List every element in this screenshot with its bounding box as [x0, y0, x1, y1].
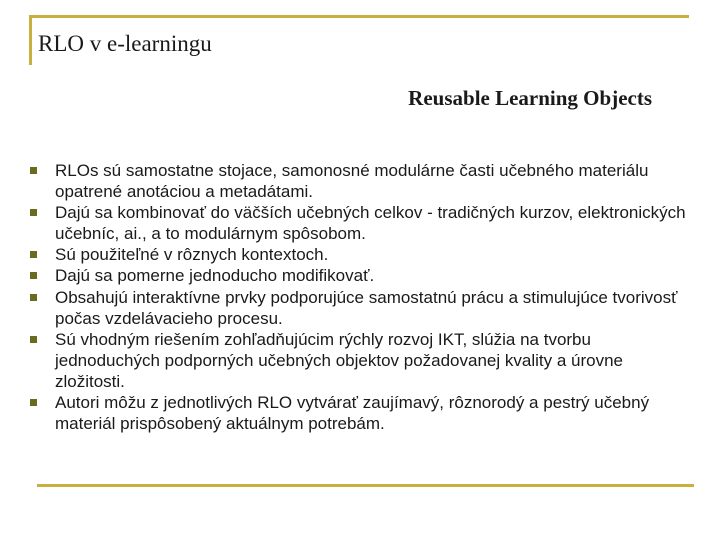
bullet-square-icon [30, 336, 37, 343]
bullet-square-icon [30, 272, 37, 279]
bullet-square-icon [30, 399, 37, 406]
bullet-list [30, 160, 690, 434]
slide-title: RLO v e-learningu [38, 31, 212, 56]
bullet-text: Obsahujú interaktívne prvky podporujúce samostatnú prácu a stimulujúce tvorivosť počas vzdelávacieho procesu. [55, 287, 678, 328]
bullet-square-icon [30, 251, 37, 258]
bullet-item [30, 265, 690, 286]
bullet-square-icon [30, 209, 37, 216]
bullet-item [30, 392, 690, 434]
bullet-text: Dajú sa pomerne jednoducho modifikovať. [55, 266, 375, 286]
bullet-item [30, 202, 690, 244]
bullet-text: Sú použiteľné v rôznych kontextoch. [55, 245, 329, 265]
bullet-text: Dajú sa kombinovať do väčších učebných celkov - tradičných kurzov, elektronických učebníc, ai., a to modulárnym spôsobom. [55, 203, 686, 244]
bullet-text: RLOs sú samostatne stojace, samonosné modulárne časti učebného materiálu opatrené anotáciou a metadátami. [55, 161, 649, 202]
bullet-item [30, 244, 690, 265]
bullet-item [30, 287, 690, 329]
bullet-square-icon [30, 294, 37, 301]
slide-subtitle: Reusable Learning Objects [408, 86, 652, 110]
bullet-square-icon [30, 167, 37, 174]
bullet-text: Autori môžu z jednotlivých RLO vytvárať zaujímavý, rôznorodý a pestrý učebný materiál prispôsobený aktuálnym potrebám. [55, 393, 650, 434]
bullet-text: Sú vhodným riešením zohľadňujúcim rýchly rozvoj IKT, slúžia na tvorbu jednoduchých podporných učebných objektov požadovanej kvality a úrovne zložitosti. [55, 329, 623, 391]
bottom-rule [37, 484, 694, 487]
bullet-item [30, 160, 690, 202]
bullet-item [30, 329, 690, 392]
